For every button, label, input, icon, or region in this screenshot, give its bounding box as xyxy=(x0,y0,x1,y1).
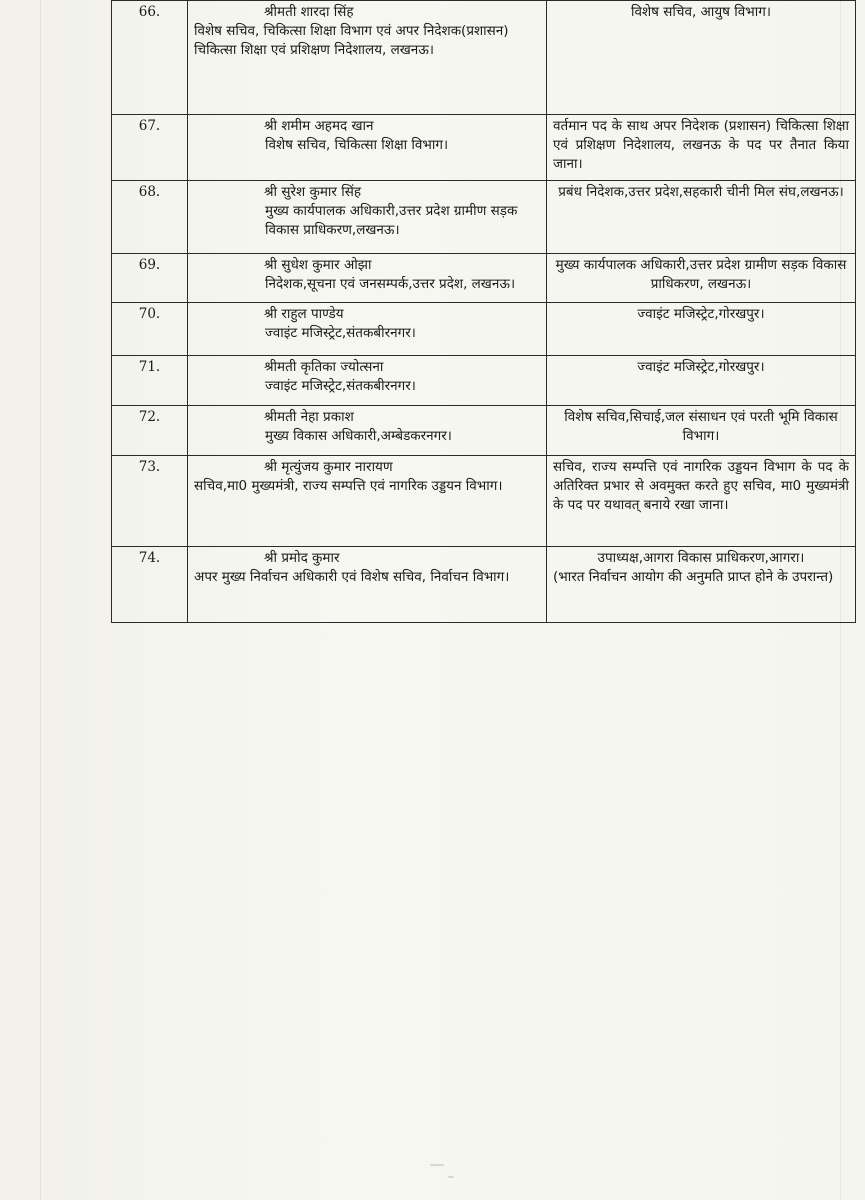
officer-cell xyxy=(188,1,547,115)
serial-number: 73. xyxy=(112,456,188,547)
serial-number: 72. xyxy=(112,406,188,456)
officer-cell xyxy=(188,406,547,456)
serial-number: 74. xyxy=(112,547,188,623)
officer-name: श्री सुरेश कुमार सिंह xyxy=(264,184,362,200)
officer-cell xyxy=(188,456,547,547)
officer-cell xyxy=(188,254,547,303)
new-posting: उपाध्यक्ष,आगरा विकास प्राधिकरण,आगरा। xyxy=(597,550,805,566)
officer-name: श्री राहुल पाण्डेय xyxy=(264,306,344,322)
new-posting: विशेष सचिव, आयुष विभाग। xyxy=(547,1,856,115)
officer-name: श्रीमती नेहा प्रकाश xyxy=(264,409,354,425)
officer-name: श्री मृत्युंजय कुमार नारायण xyxy=(264,459,393,475)
scan-speck xyxy=(430,1164,444,1166)
officer-name: श्री सुधेश कुमार ओझा xyxy=(264,257,372,273)
serial-number: 67. xyxy=(112,115,188,181)
officer-name: श्रीमती कृतिका ज्योत्सना xyxy=(264,359,384,375)
new-posting-cell xyxy=(547,547,856,623)
officer-cell xyxy=(188,356,547,406)
new-posting: मुख्य कार्यपालक अधिकारी,उत्तर प्रदेश ग्रामीण सड़क विकास प्राधिकरण, लखनऊ। xyxy=(547,254,856,303)
officer-current-post: विशेष सचिव, चिकित्सा शिक्षा विभाग। xyxy=(265,137,449,153)
serial-number: 66. xyxy=(112,1,188,115)
new-posting: सचिव, राज्य सम्पत्ति एवं नागरिक उड्डयन विभाग के पद के अतिरिक्त प्रभार से अवमुक्त करते हुए सचिव, मा0 मुख्यमंत्री के पद पर यथावत् बनाये रखा जाना। xyxy=(547,456,856,547)
table-row xyxy=(112,356,856,406)
serial-number: 68. xyxy=(112,181,188,254)
table-row xyxy=(112,115,856,181)
page-fold-line-left xyxy=(40,0,41,1200)
new-posting: ज्वाइंट मजिस्ट्रेट,गोरखपुर। xyxy=(547,303,856,356)
table-row xyxy=(112,254,856,303)
officer-current-post: सचिव,मा0 मुख्यमंत्री, राज्य सम्पत्ति एवं नागरिक उड्डयन विभाग। xyxy=(194,478,503,494)
officer-cell xyxy=(188,303,547,356)
officer-current-post: विशेष सचिव, चिकित्सा शिक्षा विभाग एवं अपर निदेशक(प्रशासन) चिकित्सा शिक्षा एवं प्रशिक्षण निदेशालय, लखनऊ। xyxy=(194,23,509,58)
officer-cell xyxy=(188,181,547,254)
officer-name: श्रीमती शारदा सिंह xyxy=(264,4,354,20)
new-posting: वर्तमान पद के साथ अपर निदेशक (प्रशासन) चिकित्सा शिक्षा एवं प्रशिक्षण निदेशालय, लखनऊ के पद पर तैनात किया जाना। xyxy=(547,115,856,181)
officer-name: श्री प्रमोद कुमार xyxy=(264,550,340,566)
new-posting-note: (भारत निर्वाचन आयोग की अनुमति प्राप्त होने के उपरान्त) xyxy=(553,569,834,585)
table-row xyxy=(112,456,856,547)
officer-current-post: मुख्य विकास अधिकारी,अम्बेडकरनगर। xyxy=(265,428,452,444)
new-posting: ज्वाइंट मजिस्ट्रेट,गोरखपुर। xyxy=(547,356,856,406)
table-row xyxy=(112,181,856,254)
officer-cell xyxy=(188,547,547,623)
new-posting: प्रबंध निदेशक,उत्तर प्रदेश,सहकारी चीनी मिल संघ,लखनऊ। xyxy=(547,181,856,254)
table-row xyxy=(112,303,856,356)
officer-name: श्री शमीम अहमद खान xyxy=(264,118,374,134)
officer-cell xyxy=(188,115,547,181)
table-row xyxy=(112,547,856,623)
officer-current-post: ज्वाइंट मजिस्ट्रेट,संतकबीरनगर। xyxy=(265,325,416,341)
serial-number: 70. xyxy=(112,303,188,356)
transfer-orders-table xyxy=(111,0,856,623)
officer-current-post: निदेशक,सूचना एवं जनसम्पर्क,उत्तर प्रदेश, लखनऊ। xyxy=(265,276,516,292)
serial-number: 69. xyxy=(112,254,188,303)
scan-speck xyxy=(448,1176,454,1178)
officer-current-post: मुख्य कार्यपालक अधिकारी,उत्तर प्रदेश ग्रामीण सड़क विकास प्राधिकरण,लखनऊ। xyxy=(265,203,518,238)
officer-current-post: ज्वाइंट मजिस्ट्रेट,संतकबीरनगर। xyxy=(265,378,416,394)
new-posting: विशेष सचिव,सिचाई,जल संसाधन एवं परती भूमि विकास विभाग। xyxy=(547,406,856,456)
table-row xyxy=(112,406,856,456)
serial-number: 71. xyxy=(112,356,188,406)
officer-current-post: अपर मुख्य निर्वाचन अधिकारी एवं विशेष सचिव, निर्वाचन विभाग। xyxy=(194,569,510,585)
table-row xyxy=(112,1,856,115)
